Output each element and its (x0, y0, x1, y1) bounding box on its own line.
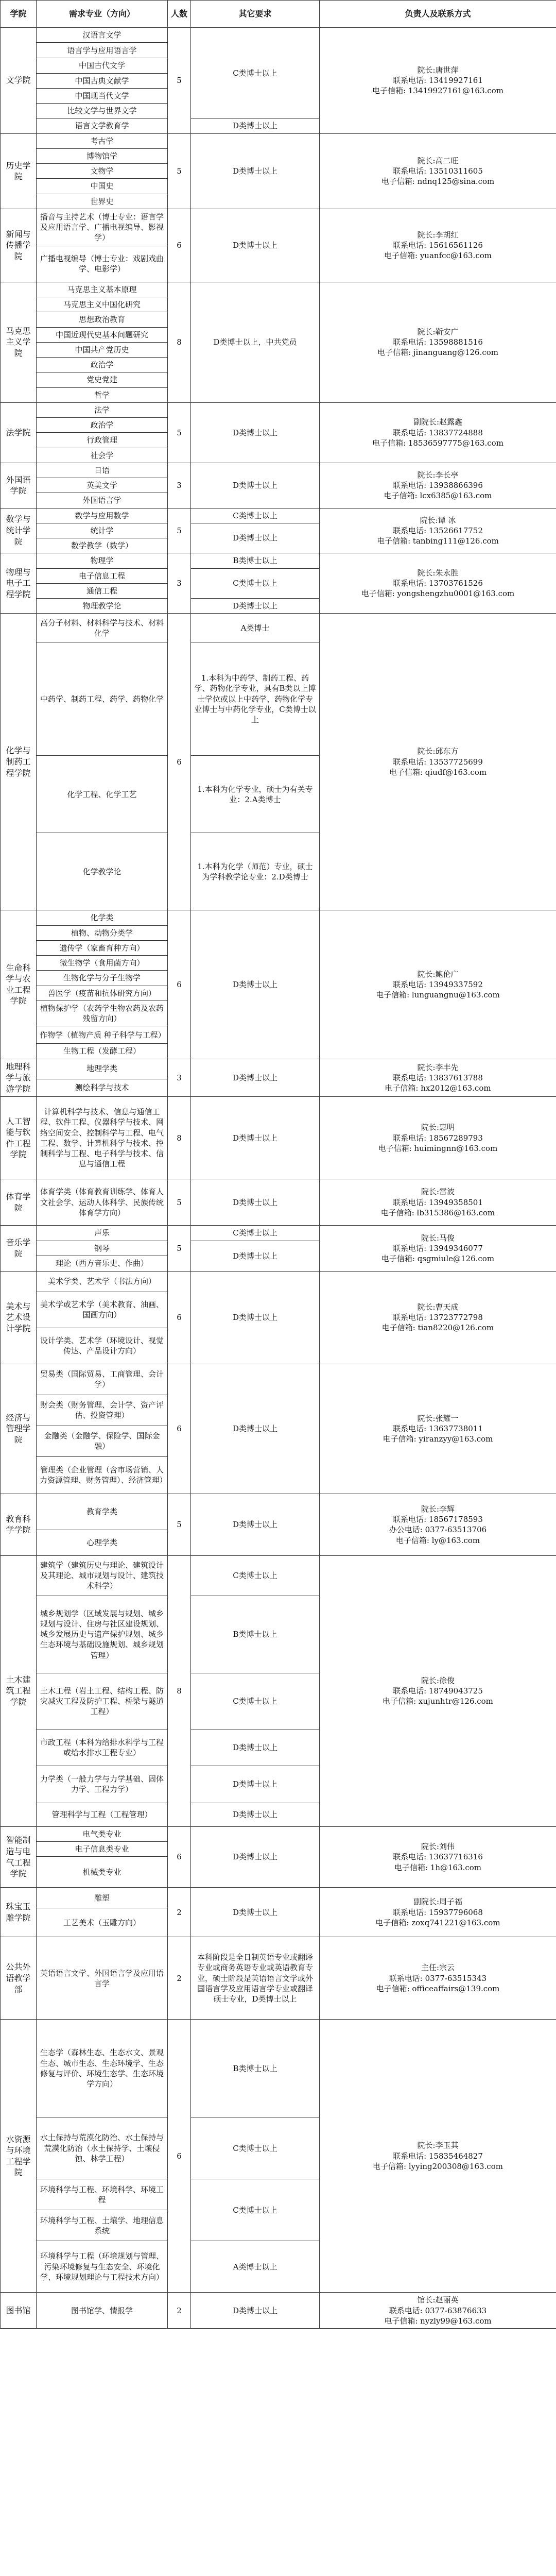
major-cell: 管理科学与工程（工程管理） (37, 1803, 168, 1826)
table-row (1, 2293, 556, 2329)
major-cell: 微生物学（食用菌方向） (37, 956, 168, 971)
college-name: 数学与统计学院 (1, 508, 37, 553)
major-cell: 遗传学（家畜育种方向） (37, 940, 168, 955)
major-cell: 中国近现代史基本问题研究 (37, 327, 168, 342)
major-cell: 物理教学论 (37, 599, 168, 614)
headcount-cell: 8 (168, 1555, 191, 1826)
contact-cell: 院长:唐世萍 联系电话: 13419927161 电子信箱: 13419927161@163.com (320, 28, 556, 134)
major-cell: 机械类专业 (37, 1857, 168, 1888)
major-cell: 电气类专业 (37, 1826, 168, 1841)
requirement-cell: A类博士 (191, 614, 320, 642)
major-cell: 政治学 (37, 358, 168, 372)
requirement-cell: D类博士以上 (191, 1888, 320, 1937)
major-cell: 城乡规划学（区域发展与规划、城乡规划与设计、住房与社区建设规划、城乡发展历史与遗产保护规划、城乡生态环境与基础设施规划、城乡规划管理） (37, 1596, 168, 1673)
requirement-cell: D类博士以上 (191, 599, 320, 614)
major-cell: 中国共产党历史 (37, 342, 168, 357)
contact-cell: 副院长:周子福 联系电话: 15937796068 电子信箱: zoxq741221@163.com (320, 1888, 556, 1937)
major-cell: 物理学 (37, 553, 168, 568)
table-row (1, 1888, 556, 1908)
college-name: 体育学院 (1, 1179, 37, 1226)
major-cell: 中国古典文献学 (37, 73, 168, 88)
requirement-cell: D类博士以上 (191, 523, 320, 553)
major-cell: 工艺美术（玉雕方向） (37, 1908, 168, 1937)
major-cell: 哲学 (37, 387, 168, 402)
college-name: 外国语学院 (1, 463, 37, 508)
major-cell: 汉语言文学 (37, 28, 168, 43)
table-row (1, 910, 556, 925)
major-cell: 社会学 (37, 448, 168, 463)
headcount-cell: 5 (168, 1226, 191, 1272)
college-name: 历史学院 (1, 133, 37, 209)
college-name: 水资源与环境工程学院 (1, 2020, 37, 2293)
header-count: 人数 (168, 1, 191, 28)
requirement-cell: C类博士以上 (191, 2179, 320, 2241)
major-cell: 外国语言学 (37, 493, 168, 508)
major-cell: 图书馆学、情报学 (37, 2293, 168, 2329)
table-header-row (1, 1, 556, 28)
major-cell: 教育学类 (37, 1494, 168, 1530)
major-cell: 世界史 (37, 194, 168, 209)
college-name: 法学院 (1, 402, 37, 463)
headcount-cell: 2 (168, 1937, 191, 2020)
college-name: 珠宝玉雕学院 (1, 1888, 37, 1937)
contact-cell: 院长:朱永胜 联系电话: 13703761526 电子信箱: yongshengzhu0001@163.com (320, 553, 556, 614)
major-cell: 通信工程 (37, 583, 168, 598)
table-row (1, 1555, 556, 1596)
headcount-cell: 8 (168, 282, 191, 402)
contact-cell: 院长:马俊 联系电话: 13949346077 电子信箱: qsgmiule@126.com (320, 1226, 556, 1272)
requirement-cell: D类博士以上 (191, 133, 320, 209)
table-row (1, 463, 556, 478)
requirement-cell: C类博士以上 (191, 1555, 320, 1596)
requirement-cell: 1.本科为化学专业，硕士为有关专业：2.A类博士 (191, 756, 320, 833)
table-row (1, 508, 556, 523)
headcount-cell: 5 (168, 1494, 191, 1555)
major-cell: 中国现当代文学 (37, 88, 168, 103)
major-cell: 生物化学与分子生物学 (37, 971, 168, 986)
contact-cell: 院长:高二旺 联系电话: 13510311605 电子信箱: ndnq125@sina.com (320, 133, 556, 209)
contact-cell: 院长:曹天成 联系电话: 13723772798 电子信箱: tian8220@126.com (320, 1271, 556, 1364)
requirement-cell: D类博士以上 (191, 1059, 320, 1097)
contact-cell: 院长:谭 冰 联系电话: 13526617752 电子信箱: tanbing111@126.com (320, 508, 556, 553)
major-cell: 体育学类（体育教育训练学、体育人文社会学、运动人体科学、民族传统体育学方向） (37, 1179, 168, 1226)
headcount-cell: 6 (168, 614, 191, 910)
requirement-cell: D类博士以上 (191, 1494, 320, 1555)
headcount-cell: 5 (168, 28, 191, 134)
major-cell: 测绘科学与技术 (37, 1079, 168, 1097)
table-body (1, 28, 556, 2329)
requirement-cell: D类博士以上 (191, 1766, 320, 1803)
major-cell: 金融类（金融学、保险学、国际金融） (37, 1426, 168, 1456)
major-cell: 数学与应用数学 (37, 508, 168, 523)
requirement-cell: C类博士以上 (191, 508, 320, 523)
contact-cell: 副院长:赵露鑫 联系电话: 13837724888 电子信箱: 18536597775@163.com (320, 402, 556, 463)
table-row (1, 1271, 556, 1292)
major-cell: 党史党建 (37, 372, 168, 387)
table-row (1, 1059, 556, 1079)
contact-cell: 院长:鲍伦广 联系电话: 13949337592 电子信箱: lunguangnu@163.com (320, 910, 556, 1059)
major-cell: 中药学、制药工程、药学、药物化学 (37, 642, 168, 756)
contact-cell: 院长:李辉 联系电话: 18567178593 办公电话: 0377-63513706 电子信箱: ly@163.com (320, 1494, 556, 1555)
college-name: 物理与电子工程学院 (1, 553, 37, 614)
table-row (1, 1097, 556, 1179)
college-name: 生命科学与农业工程学院 (1, 910, 37, 1059)
requirement-cell: D类博士以上 (191, 1364, 320, 1494)
major-cell: 土木工程（岩土工程、结构工程、防灾减灾工程及防护工程、桥梁与隧道工程） (37, 1673, 168, 1730)
major-cell: 生态学（森林生态、生态水文、景观生态、城市生态、生态环境学、生态修复与评价、环境生态学、生态环境学方向） (37, 2020, 168, 2117)
header-requirements: 其它要求 (191, 1, 320, 28)
requirement-cell: D类博士以上 (191, 209, 320, 282)
major-cell: 英美文学 (37, 478, 168, 493)
headcount-cell: 6 (168, 1271, 191, 1364)
major-cell: 理论（西方音乐史、作曲） (37, 1256, 168, 1271)
table-row (1, 1494, 556, 1530)
major-cell: 植物保护学（农药学生物农药及农药残留方向） (37, 1001, 168, 1026)
requirement-cell: C类博士以上 (191, 1226, 320, 1241)
requirement-cell: D类博士以上 (191, 402, 320, 463)
contact-cell: 馆长:赵丽英 联系电话: 0377-63876633 电子信箱: nyzly99@163.com (320, 2293, 556, 2329)
headcount-cell: 5 (168, 133, 191, 209)
requirement-cell: D类博士以上 (191, 1730, 320, 1766)
table-row (1, 402, 556, 417)
requirement-cell: D类博士以上，中共党员 (191, 282, 320, 402)
requirement-cell: D类博士以上 (191, 910, 320, 1059)
major-cell: 兽医学（疫苗和抗体研究方向） (37, 986, 168, 1001)
major-cell: 电子信息工程 (37, 568, 168, 583)
table-row (1, 1826, 556, 1841)
headcount-cell: 3 (168, 463, 191, 508)
table-row (1, 1364, 556, 1395)
requirement-cell: C类博士以上 (191, 1673, 320, 1730)
major-cell: 植物、动物分类学 (37, 925, 168, 940)
header-contact: 负责人及联系方式 (320, 1, 556, 28)
major-cell: 力学类（一般力学与力学基础、固体力学、工程力学） (37, 1766, 168, 1803)
requirement-cell: 1.本科为中药学、制药工程、药学、药物化学专业，具有B类以上博士学位或以上中药学、药物化学专业博士与中药化学专业，C类博士以上 (191, 642, 320, 756)
major-cell: 比较文学与世界文学 (37, 104, 168, 118)
college-name: 马克思主义学院 (1, 282, 37, 402)
college-name: 文学院 (1, 28, 37, 134)
table-row (1, 28, 556, 43)
contact-cell: 院长:徐俊 联系电话: 18749043725 电子信箱: xujunhtr@126.com (320, 1555, 556, 1826)
major-cell: 环境科学与工程、土壤学、地理信息系统 (37, 2210, 168, 2241)
major-cell: 马克思主义基本原理 (37, 282, 168, 297)
college-name: 图书馆 (1, 2293, 37, 2329)
college-name: 土木建筑工程学院 (1, 1555, 37, 1826)
major-cell: 法学 (37, 402, 168, 417)
major-cell: 政治学 (37, 418, 168, 433)
requirement-cell: D类博士以上 (191, 118, 320, 133)
table-row (1, 1226, 556, 1241)
table-row (1, 282, 556, 297)
requirement-cell: 1.本科为化学（师范）专业，硕士为学科教学论专业：2.D类博士 (191, 833, 320, 910)
contact-cell: 院长:李丰先 联系电话: 13837613788 电子信箱: hx2012@163.com (320, 1059, 556, 1097)
major-cell: 马克思主义中国化研究 (37, 297, 168, 312)
requirement-cell: D类博士以上 (191, 2293, 320, 2329)
major-cell: 环境科学与工程、环境科学、环境工程 (37, 2179, 168, 2210)
college-name: 化学与制药工程学院 (1, 614, 37, 910)
headcount-cell: 6 (168, 209, 191, 282)
major-cell: 美术学类、艺术学（书法方向） (37, 1271, 168, 1292)
headcount-cell: 3 (168, 553, 191, 614)
headcount-cell: 6 (168, 1364, 191, 1494)
requirement-cell: D类博士以上 (191, 1826, 320, 1888)
major-cell: 计算机科学与技术、信息与通信工程、软件工程、仪器科学与技术、网络空间安全、控制科学与工程、电气工程、数学、计算机科学与技术、控制科学与工程、电子科学与技术、信息与通信工程 (37, 1097, 168, 1179)
contact-cell: 院长:李长亭 联系电话: 13938866396 电子信箱: lcx6385@163.com (320, 463, 556, 508)
headcount-cell: 5 (168, 402, 191, 463)
major-cell: 市政工程（本科为给排水科学与工程或给水排水工程专业） (37, 1730, 168, 1766)
major-cell: 管理类（企业管理（含市场营销、人力资源管理、财务管理）、经济管理） (37, 1456, 168, 1494)
major-cell: 环境科学与工程（环境规划与管理、污染环境修复与生态安全、环境化学、环境规划理论与工程技术方向） (37, 2241, 168, 2293)
college-name: 智能制造与电气工程学院 (1, 1826, 37, 1888)
major-cell: 思想政治教育 (37, 312, 168, 327)
requirement-cell: D类博士以上 (191, 1241, 320, 1271)
headcount-cell: 5 (168, 1179, 191, 1226)
table-row (1, 2020, 556, 2117)
requirement-cell: A类博士以上 (191, 2241, 320, 2293)
major-cell: 日语 (37, 463, 168, 478)
major-cell: 语言学与应用语言学 (37, 43, 168, 58)
major-cell: 建筑学（建筑历史与理论、建筑设计及其理论、城市规划与设计、建筑技术科学） (37, 1555, 168, 1596)
headcount-cell: 2 (168, 2293, 191, 2329)
major-cell: 行政管理 (37, 433, 168, 448)
major-cell: 设计学类、艺术学（环境设计、视觉传达、产品设计方向） (37, 1328, 168, 1364)
college-name: 公共外语教学部 (1, 1937, 37, 2020)
major-cell: 广播电视编导（博士专业：戏剧戏曲学、电影学） (37, 246, 168, 282)
major-cell: 考古学 (37, 133, 168, 148)
requirement-cell: C类博士以上 (191, 2117, 320, 2179)
table-row (1, 553, 556, 568)
table-row (1, 133, 556, 148)
major-cell: 高分子材料、材料科学与技术、材料化学 (37, 614, 168, 642)
college-name: 地理科学与旅游学院 (1, 1059, 37, 1097)
contact-cell: 主任:宗云 联系电话: 0377-63515343 电子信箱: officeaffairs@139.com (320, 1937, 556, 2020)
major-cell: 统计学 (37, 523, 168, 538)
major-cell: 博物馆学 (37, 148, 168, 163)
college-name: 新闻与传播学院 (1, 209, 37, 282)
table-row (1, 1179, 556, 1226)
table-row (1, 614, 556, 642)
college-name: 经济与管理学院 (1, 1364, 37, 1494)
contact-cell: 院长:刘伟 联系电话: 13637716316 电子信箱: 1h@163.com (320, 1826, 556, 1888)
requirement-cell: D类博士以上 (191, 1179, 320, 1226)
major-cell: 电子信息类专业 (37, 1842, 168, 1857)
major-cell: 声乐 (37, 1226, 168, 1241)
major-cell: 播音与主持艺术（博士专业：语言学及应用语言学、广播电视编导、影视学） (37, 209, 168, 246)
requirement-cell: D类博士以上 (191, 1271, 320, 1364)
major-cell: 语言文学教育学 (37, 118, 168, 133)
contact-cell: 院长:李胡红 联系电话: 15616561126 电子信箱: yuanfcc@163.com (320, 209, 556, 282)
header-major: 需求专业（方向） (37, 1, 168, 28)
major-cell: 英语语言文学、外国语言学及应用语言学 (37, 1937, 168, 2020)
headcount-cell: 6 (168, 910, 191, 1059)
headcount-cell: 5 (168, 508, 191, 553)
college-name: 音乐学院 (1, 1226, 37, 1272)
contact-cell: 院长:李玉其 联系电话: 15835464827 电子信箱: lyying200308@163.com (320, 2020, 556, 2293)
major-cell: 作物学（植物产质 种子科学与工程） (37, 1026, 168, 1044)
major-cell: 化学类 (37, 910, 168, 925)
major-cell: 地理学类 (37, 1059, 168, 1079)
major-cell: 化学教学论 (37, 833, 168, 910)
table-row (1, 1937, 556, 2020)
contact-cell: 院长:邱东方 联系电话: 13537725699 电子信箱: qiudf@163.com (320, 614, 556, 910)
requirement-cell: C类博士以上 (191, 28, 320, 118)
college-name: 美术与艺术设计学院 (1, 1271, 37, 1364)
requirement-cell: D类博士以上 (191, 1097, 320, 1179)
major-cell: 中国古代文学 (37, 58, 168, 73)
header-college: 学院 (1, 1, 37, 28)
major-cell: 钢琴 (37, 1241, 168, 1256)
major-cell: 生物工程（发酵工程） (37, 1044, 168, 1059)
major-cell: 雕塑 (37, 1888, 168, 1908)
college-name: 人工智能与软件工程学院 (1, 1097, 37, 1179)
requirement-cell: D类博士以上 (191, 463, 320, 508)
contact-cell: 院长:张耀一 联系电话: 13637738011 电子信箱: yiranzyy@163.com (320, 1364, 556, 1494)
contact-cell: 院长:靳安广 联系电话: 13598881516 电子信箱: jinanguang@126.com (320, 282, 556, 402)
requirement-cell: B类博士以上 (191, 553, 320, 568)
table-row (1, 209, 556, 246)
requirement-cell: B类博士以上 (191, 1596, 320, 1673)
major-cell: 财会类（财务管理、会计学、资产评估、投资管理） (37, 1395, 168, 1426)
major-cell: 中国史 (37, 179, 168, 194)
headcount-cell: 6 (168, 1826, 191, 1888)
major-cell: 数学教学（数学） (37, 538, 168, 553)
major-cell: 美术学或艺术学（美术教育、油画、国画方向） (37, 1292, 168, 1328)
major-cell: 水土保持与荒漠化防治、水土保持与荒漠化防治（水土保持学、土壤侵蚀、林学工程） (37, 2117, 168, 2179)
contact-cell: 院长:雷波 联系电话: 13949358501 电子信箱: lb315386@163.com (320, 1179, 556, 1226)
major-cell: 文物学 (37, 164, 168, 179)
contact-cell: 院长:惠明 联系电话: 18567289793 电子信箱: huimingnn@163.com (320, 1097, 556, 1179)
major-cell: 贸易类（国际贸易、工商管理、会计学） (37, 1364, 168, 1395)
major-cell: 心理学类 (37, 1530, 168, 1555)
major-cell: 化学工程、化学工艺 (37, 756, 168, 833)
headcount-cell: 6 (168, 2020, 191, 2293)
requirement-cell: D类博士以上 (191, 1803, 320, 1826)
headcount-cell: 8 (168, 1097, 191, 1179)
requirement-cell: 本科阶段是全日制英语专业或翻译专业或商务英语专业或英语教育专业，硕士阶段是英语语言文学或外国语言学及应用语言学专业或翻译硕士专业，D类博士以上 (191, 1937, 320, 2020)
requirement-cell: C类博士以上 (191, 568, 320, 599)
headcount-cell: 3 (168, 1059, 191, 1097)
requirement-cell: B类博士以上 (191, 2020, 320, 2117)
headcount-cell: 2 (168, 1888, 191, 1937)
college-name: 教育科学学院 (1, 1494, 37, 1555)
